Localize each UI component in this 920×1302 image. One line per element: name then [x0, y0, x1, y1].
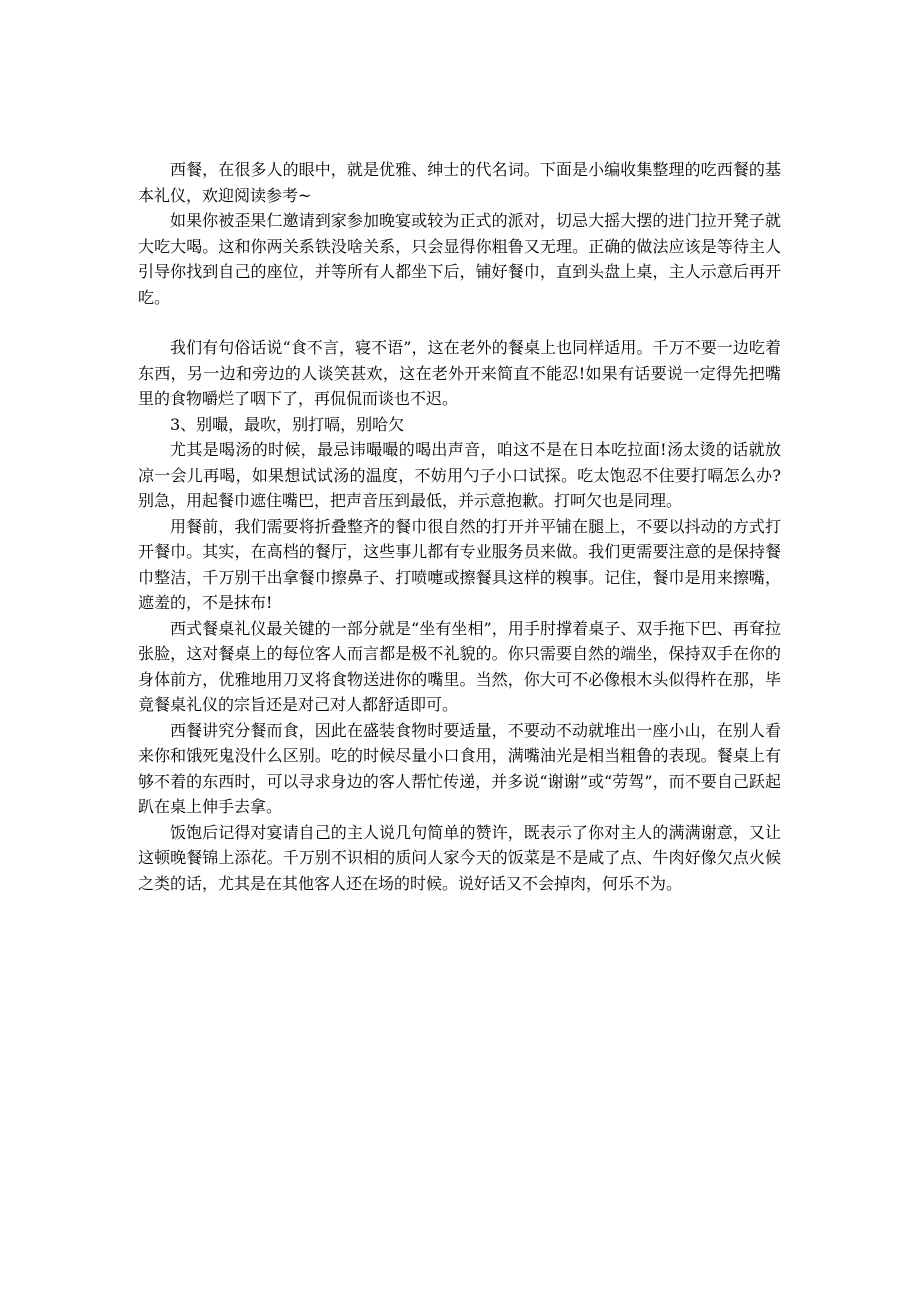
article-body — [138, 157, 781, 896]
paragraph-soup: 尤其是喝汤的时候，最忌讳嘬嘬的喝出声音，咱这不是在日本吃拉面!汤太烫的话就放凉一会儿再喝，如果想试试汤的温度，不妨用勺子小口试探。吃太饱忍不住要打嗝怎么办?别急，用起餐巾遮住嘴巴，把声音压到最低，并示意抱歉。打呵欠也是同理。 — [138, 440, 781, 510]
paragraph-portions: 西餐讲究分餐而食，因此在盛装食物时要适量，不要动不动就堆出一座小山，在别人看来你和饿死鬼没什么区别。吃的时候尽量小口食用，满嘴油光是相当粗鲁的表现。餐桌上有够不着的东西时，可以寻求身边的客人帮忙传递，并多说“谢谢”或“劳驾”，而不要自己跃起趴在桌上伸手去拿。 — [138, 720, 781, 816]
paragraph-seating: 如果你被歪果仁邀请到家参加晚宴或较为正式的派对，切忌大摇大摆的进门拉开凳子就大吃大喝。这和你两关系铁没啥关系，只会显得你粗鲁又无理。正确的做法应该是等待主人引导你找到自己的座位，并等所有人都坐下后，铺好餐巾，直到头盘上桌，主人示意后再开吃。 — [138, 211, 781, 307]
paragraph-napkin: 用餐前，我们需要将折叠整齐的餐巾很自然的打开并平铺在腿上，不要以抖动的方式打开餐巾。其实，在高档的餐厅，这些事儿都有专业服务员来做。我们更需要注意的是保持餐巾整洁，千万别干出拿餐巾擦鼻子、打喷嚏或擦餐具这样的糗事。记住，餐巾是用来擦嘴，遮羞的，不是抹布! — [138, 516, 781, 612]
paragraph-posture: 西式餐桌礼仪最关键的一部分就是“坐有坐相”，用手肘撑着桌子、双手拖下巴、再耷拉张脸，这对餐桌上的每位客人而言都是极不礼貌的。你只需要自然的端坐，保持双手在你的身体前方，优雅地用刀叉将食物送进你的嘴里。当然，你大可不必像根木头似得杵在那，毕竟餐桌礼仪的宗旨还是对己对人都舒适即可。 — [138, 618, 781, 714]
paragraph-no-talking: 我们有句俗话说“食不言，寝不语”，这在老外的餐桌上也同样适用。千万不要一边吃着东西，另一边和旁边的人谈笑甚欢，这在老外开来简直不能忍!如果有话要说一定得先把嘴里的食物嚼烂了咽下了，再侃侃而谈也不迟。 — [138, 338, 781, 408]
paragraph-compliment: 饭饱后记得对宴请自己的主人说几句简单的赞许，既表示了你对主人的满满谢意，又让这顿晚餐锦上添花。千万别不识相的质问人家今天的饭菜是不是咸了点、牛肉好像欠点火候之类的话，尤其是在其他客人还在场的时候。说好话又不会掉肉，何乐不为。 — [138, 822, 781, 893]
paragraph-intro: 西餐，在很多人的眼中，就是优雅、绅士的代名词。下面是小编收集整理的吃西餐的基本礼仪，欢迎阅读参考~ — [138, 160, 781, 205]
paragraph-heading-3: 3、别嘬，最吹，别打嗝，别哈欠 — [170, 414, 405, 434]
